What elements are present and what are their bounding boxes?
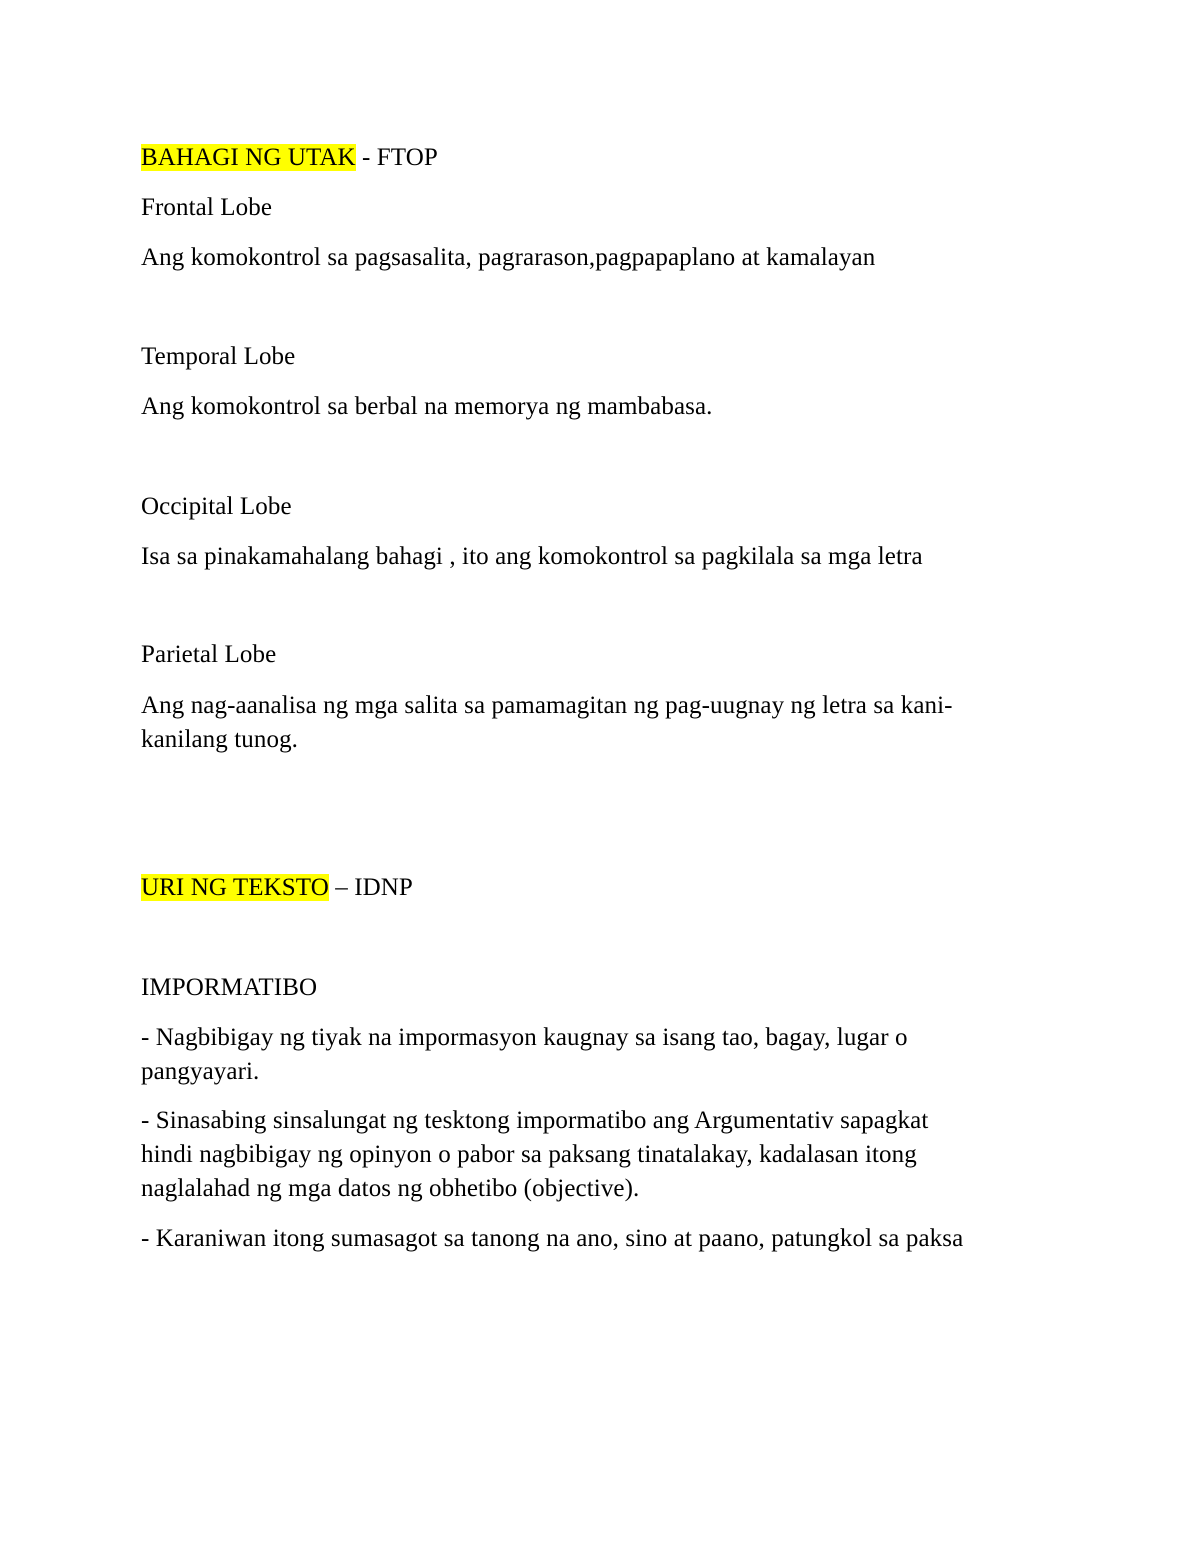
item-description-occipital: Isa sa pinakamahalang bahagi , ito ang komokontrol sa pagkilala sa mga letra — [141, 543, 923, 570]
item-description-parietal-line1: Ang nag-aanalisa ng mga salita sa pamamagitan ng pag-uugnay ng letra sa kani- — [141, 692, 953, 719]
highlighted-heading: BAHAGI NG UTAK — [141, 144, 356, 171]
item-title-occipital: Occipital Lobe — [141, 493, 292, 520]
highlighted-heading: URI NG TEKSTO — [141, 874, 329, 901]
section-heading-uri — [141, 871, 413, 905]
item-description-frontal: Ang komokontrol sa pagsasalita, pagrarason,pagpapaplano at kamalayan — [141, 244, 876, 271]
heading-suffix: - FTOP — [355, 144, 438, 171]
subheading-impormatibo: IMPORMATIBO — [141, 974, 318, 1001]
heading-suffix: – IDNP — [328, 874, 413, 901]
item-title-parietal: Parietal Lobe — [141, 641, 277, 668]
item-description-parietal-line2: kanilang tunog. — [141, 726, 299, 753]
bullet-1-line2: pangyayari. — [141, 1058, 260, 1085]
bullet-2-line3: naglalahad ng mga datos ng obhetibo (objective). — [141, 1175, 640, 1202]
bullet-1-line1: - Nagbibigay ng tiyak na impormasyon kaugnay sa isang tao, bagay, lugar o — [141, 1024, 908, 1051]
item-description-temporal: Ang komokontrol sa berbal na memorya ng mambabasa. — [141, 393, 713, 420]
section-heading-bahagi — [141, 141, 438, 175]
item-title-frontal: Frontal Lobe — [141, 194, 273, 221]
bullet-2-line2: hindi nagbibigay ng opinyon o pabor sa paksang tinatalakay, kadalasan itong — [141, 1141, 917, 1168]
bullet-3-line1: - Karaniwan itong sumasagot sa tanong na ano, sino at paano, patungkol sa paksa — [141, 1225, 964, 1252]
item-title-temporal: Temporal Lobe — [141, 343, 296, 370]
bullet-2-line1: - Sinasabing sinsalungat ng tesktong impormatibo ang Argumentativ sapagkat — [141, 1107, 929, 1134]
